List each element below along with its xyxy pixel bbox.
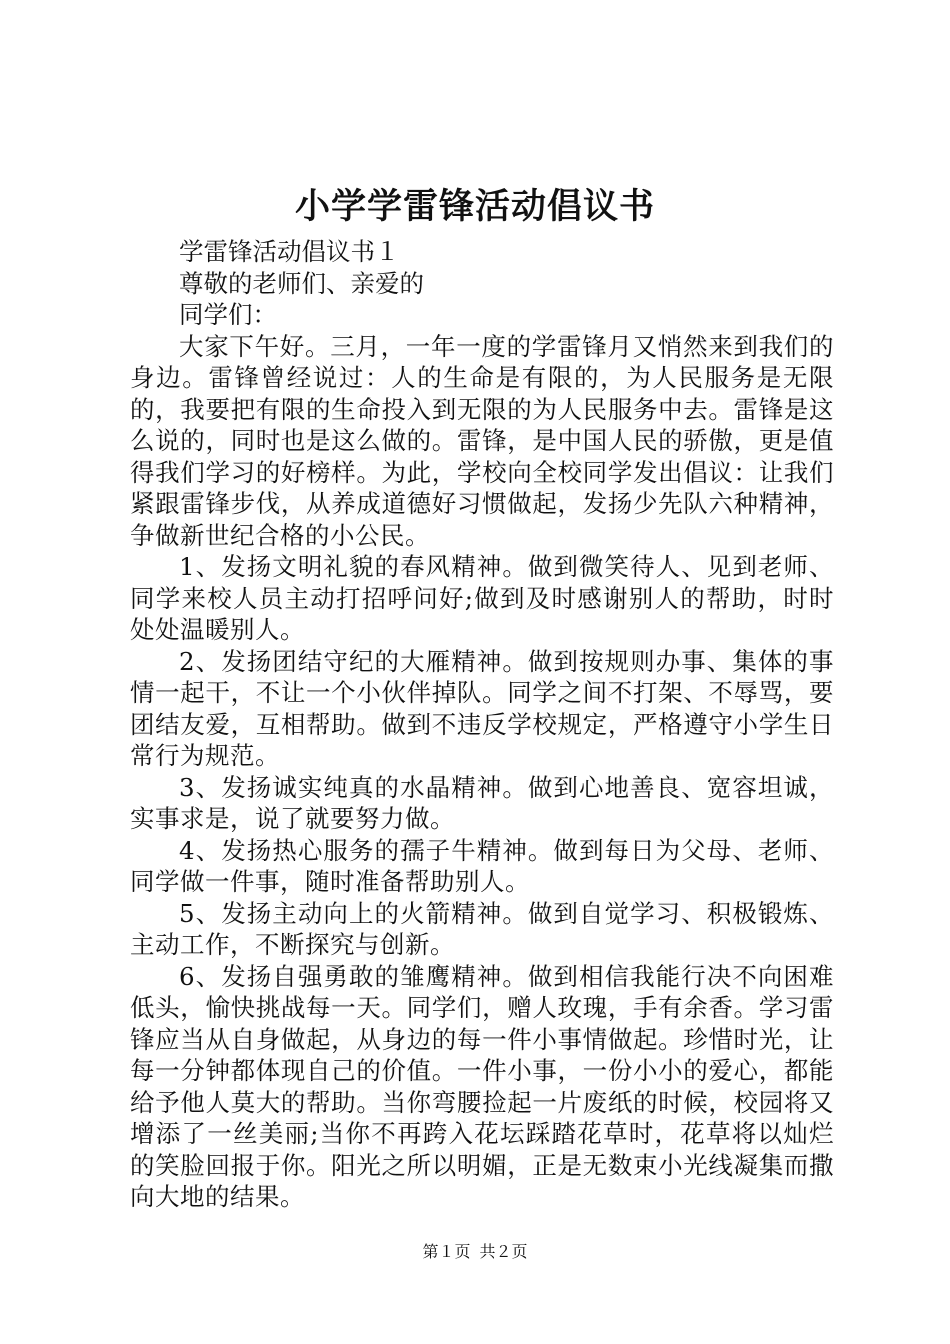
document-body [130,236,834,1213]
paragraph-item-2: 2、发扬团结守纪的大雁精神。做到按规则办事、集体的事情一起干，不让一个小伙伴掉队。同学之间不打架、不辱骂，要团结友爱，互相帮助。做到不违反学校规定，严格遵守小学生日常行为规范。 [130,646,834,770]
document-title: 小学学雷锋活动倡议书 [294,186,655,227]
page-total: 共２页 [479,1242,528,1261]
salutation-line-2: 同学们： [179,300,277,329]
paragraph-item-1: 1、发扬文明礼貌的春风精神。做到微笑待人、见到老师、同学来校人员主动打招呼问好;做到及时感谢别人的帮助，时时处处温暖别人。 [130,552,834,644]
salutation-line-1: 尊敬的老师们、亲爱的 [179,268,424,298]
paragraph-item-3: 3、发扬诚实纯真的水晶精神。做到心地善良、宽容坦诚，实事求是，说了就要努力做。 [130,772,834,833]
paragraph-item-6: 6、发扬自强勇敢的雏鹰精神。做到相信我能行决不向困难低头，愉快挑战每一天。同学们，赠人玫瑰，手有余香。学习雷锋应当从自身做起，从身边的每一件小事情做起。珍惜时光，让每一分钟都体现自己的价值。一件小事，一份小小的爱心，都能给予他人莫大的帮助。当你弯腰捡起一片废纸的时候，校园将又增添了一丝美丽;当你不再跨入花坛踩踏花草时，花草将以灿烂的笑脸回报于你。阳光之所以明媚，正是无数束小光线凝集而撒向大地的结果。 [130,961,834,1211]
subheading: 学雷锋活动倡议书１ [179,237,400,266]
page-number: 第１页 [422,1242,471,1261]
page-footer [0,1240,950,1264]
paragraph-item-4: 4、发扬热心服务的孺子牛精神。做到每日为父母、老师、同学做一件事，随时准备帮助别人。 [130,835,834,896]
paragraph-intro: 大家下午好。三月，一年一度的学雷锋月又悄然来到我们的身边。雷锋曾经说过：人的生命是有限的，为人民服务是无限的，我要把有限的生命投入到无限的为人民服务中去。雷锋是这么说的，同时也是这么做的。雷锋，是中国人民的骄傲，更是值得我们学习的好榜样。为此，学校向全校同学发出倡议：让我们紧跟雷锋步伐，从养成道德好习惯做起，发扬少先队六种精神，争做新世纪合格的小公民。 [130,331,834,550]
paragraph-item-5: 5、发扬主动向上的火箭精神。做到自觉学习、积极锻炼、主动工作，不断探究与创新。 [130,898,834,959]
